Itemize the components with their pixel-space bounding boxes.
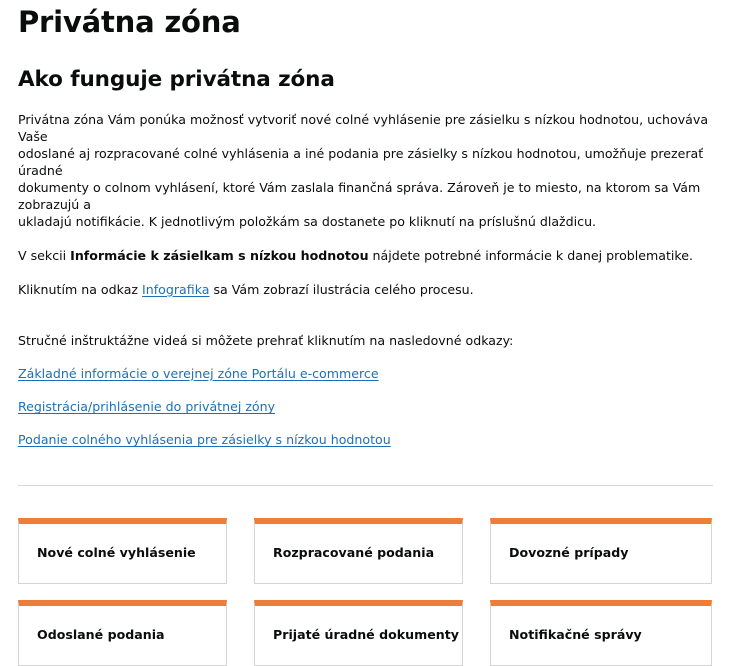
page-title: Privátna zóna <box>18 5 241 39</box>
tile-submitted[interactable] <box>18 600 227 666</box>
tile-label: Dovozné prípady <box>509 545 629 561</box>
tile-received-documents[interactable] <box>254 600 463 666</box>
tile-label: Prijaté úradné dokumenty <box>273 627 459 643</box>
info-section-suffix: nájdete potrebné informácie k danej problematike. <box>368 248 694 263</box>
video-link-registration[interactable]: Registrácia/prihlásenie do privátnej zóny <box>18 399 276 415</box>
video-link-customs-declaration[interactable]: Podanie colného vyhlásenia pre zásielky s nízkou hodnotou <box>18 432 391 448</box>
tile-label: Odoslané podania <box>37 627 165 643</box>
tile-label: Notifikačné správy <box>509 627 642 643</box>
tile-drafts[interactable] <box>254 518 463 584</box>
tile-new-declaration[interactable] <box>18 518 227 584</box>
tile-label: Nové colné vyhlásenie <box>37 545 196 561</box>
tile-notifications[interactable] <box>490 600 712 666</box>
infografika-paragraph <box>18 281 718 298</box>
video-links-block <box>18 315 718 466</box>
video-link-basic-info[interactable]: Základné informácie o verejnej zóne Portálu e-commerce <box>18 366 379 381</box>
infografika-suffix: sa Vám zobrazí ilustrácia celého procesu. <box>209 282 474 297</box>
video-links-intro: Stručné inštruktážne videá si môžete prehrať kliknutím na nasledovné odkazy: <box>18 333 514 348</box>
tile-label: Rozpracované podania <box>273 545 435 561</box>
info-section-prefix: V sekcii <box>18 248 71 263</box>
infografika-link[interactable]: Infografika <box>142 282 210 297</box>
tile-import-cases[interactable] <box>490 518 712 584</box>
info-section-bold: Informácie k zásielkam s nízkou hodnotou <box>70 248 369 263</box>
info-section-paragraph <box>18 247 718 264</box>
infografika-prefix: Kliknutím na odkaz <box>18 282 143 297</box>
tiles-grid <box>18 518 713 666</box>
divider <box>18 485 713 486</box>
intro-paragraph: Privátna zóna Vám ponúka možnosť vytvoriť nové colné vyhlásenie pre zásielku s nízkou hodnotou, uchováva Vaše odoslané aj rozpracované colné vyhlásenia a iné podania pre zásielky s nízkou hodnotou, umožňuje prezerať úradné dokumenty o colnom vyhlásení, ktoré Vám zaslala finančná správa. Zároveň je to miesto, na ktorom sa Vám zobrazujú a ukladajú notifikácie. K jednotlivým položkám sa dostanete po kliknutí na príslušnú dlaždicu. <box>18 112 709 229</box>
section-title: Ako funguje privátna zóna <box>18 67 335 92</box>
